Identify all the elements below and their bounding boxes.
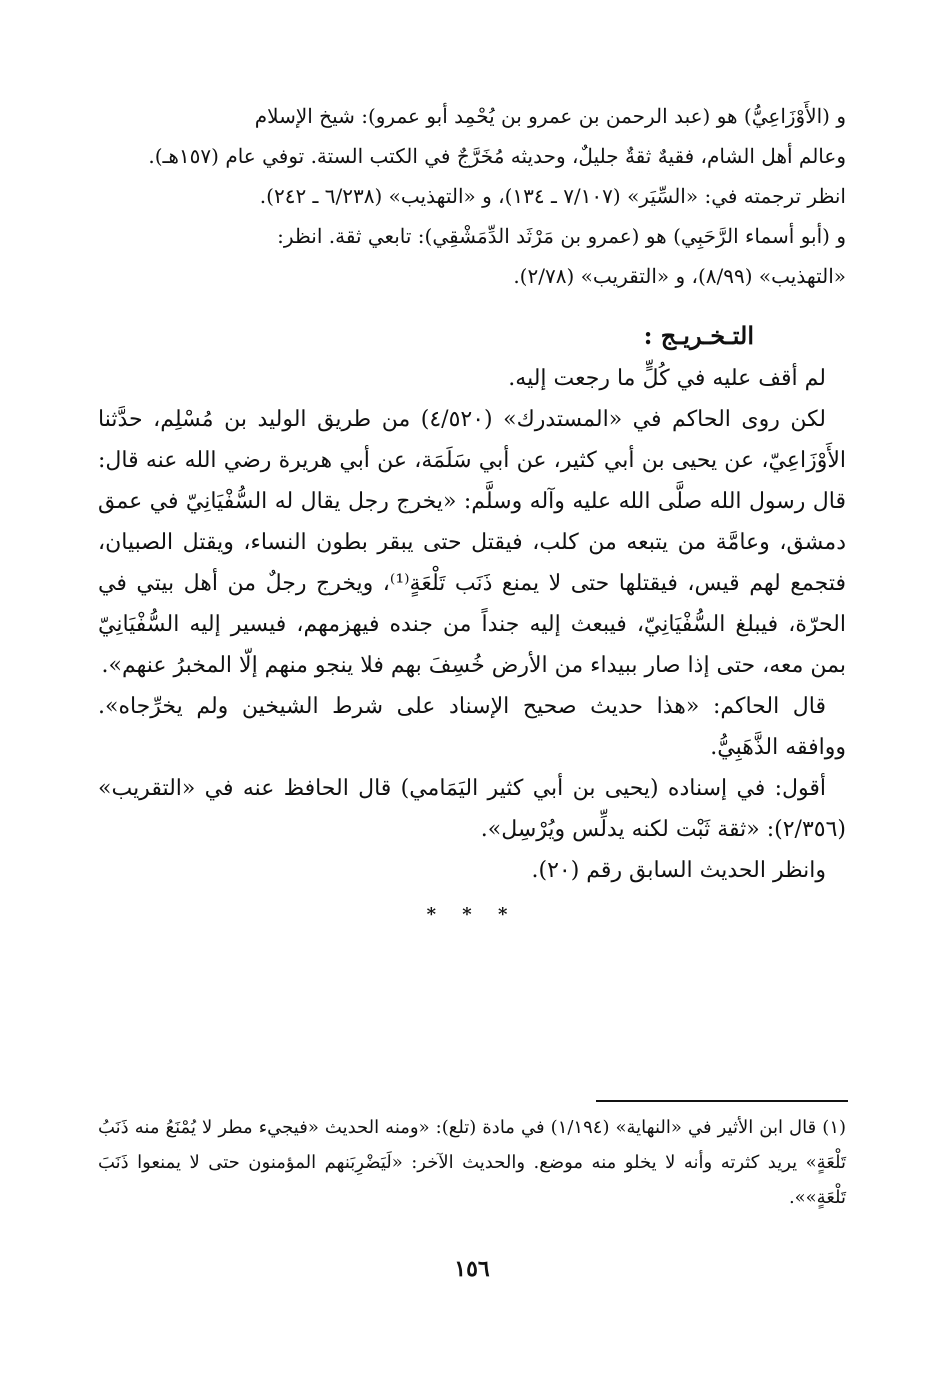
- section-heading: التـخـريـج :: [643, 321, 754, 350]
- footnote-divider: [596, 1100, 848, 1102]
- paragraph: لكن روى الحاكم في «المستدرك» (٤/٥٢٠) من طريق الوليد بن مُسْلِم، حدَّثنا الأَوْزَاعِيّ، عن يحيى بن أبي كثير، عن أبي سَلَمَة، عن أبي هريرة رضي الله عنه قال: قال رسول الله صلَّى الله عليه وآله وسلَّم: «يخرج رجل يقال له السُّفْيَانِيّ في عمق دمشق، وعامَّة من يتبعه من كلب، فيقتل حتى يبقر بطون النساء، ويقتل الصبيان، فتجمع لهم قيس، فيقتلها حتى لا يمنع ذَنَب تَلْعَةٍ⁽¹⁾، ويخرج رجلٌ من أهل بيتي في الحرّة، فيبلغ السُّفْيَانِيّ، فيبعث إليه جنداً من جنده فيهزمهم، فيسير إليه السُّفْيَانِيّ بمن معه، حتى إذا صار ببيداء من الأرض خُسِفَ بهم فلا ينجو منهم إلّا المخبرُ عنهم».: [98, 407, 846, 678]
- paragraph: أقول: في إسناده (يحيى بن أبي كثير اليَمَامي) قال الحافظ عنه في «التقريب» (٢/٣٥٦): «ثقة ثَبْت لكنه يدلِّس ويُرْسِل».: [98, 776, 846, 842]
- section-separator: * * *: [426, 904, 518, 925]
- paragraph: قال الحاكم: «هذا حديث صحيح الإسناد على شرط الشيخين ولم يخرِّجاه». ووافقه الذَّهَبِيُّ.: [98, 694, 846, 760]
- bio-line: «التهذيب» (٨/٩٩)، و «التقريب» (٢/٧٨).: [513, 264, 846, 288]
- page-body: [98, 96, 846, 935]
- bio-line: وعالم أهل الشام، فقيهٌ ثقةٌ جليلٌ، وحديثه مُخَرَّجٌ في الكتب الستة. توفي عام (١٥٧هـ).: [148, 144, 846, 168]
- bio-line: و (الأَوْزَاعِيُّ) هو (عبد الرحمن بن عمرو بن يُحْمِد أبو عمرو): شيخ الإسلام: [254, 104, 846, 128]
- bio-line: و (أبو أسماء الرَّحَبِي) هو (عمرو بن مَرْثَد الدِّمَشْقِي): تابعي ثقة. انظر:: [277, 224, 846, 248]
- paragraph: وانظر الحديث السابق رقم (٢٠).: [531, 858, 826, 883]
- footnote: (١) قال ابن الأثير في «النهاية» (١/١٩٤) في مادة (تلع): «ومنه الحديث «فيجيء مطر لا يُمْنَعُ منه ذَنَبُ تَلْعَةٍ» يريد كثرته وأنه لا يخلو منه موضع. والحديث الآخر: «لَيَضْرِبَنهم المؤمنون حتى لا يمنعوا ذَنَبَ تَلْعَةٍ»».: [98, 1117, 847, 1208]
- paragraph: لم أقف عليه في كُلٍّ ما رجعت إليه.: [508, 366, 826, 391]
- bio-line: انظر ترجمته في: «السِّيَر» (٧/١٠٧ ـ ١٣٤)، و «التهذيب» (٦/٢٣٨ ـ ٢٤٢).: [259, 184, 846, 208]
- page-number: ١٥٦: [454, 1256, 490, 1282]
